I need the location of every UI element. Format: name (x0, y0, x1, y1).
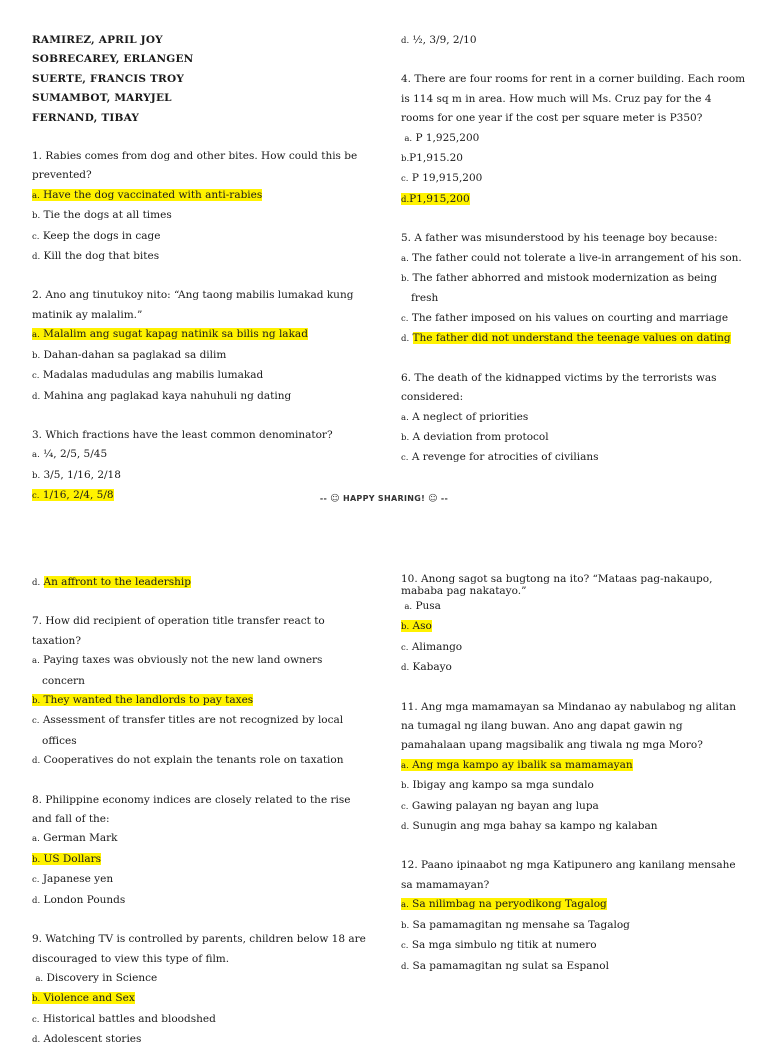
question-7 (32, 612, 367, 771)
option-d: d. Cooperatives do not explain the tenants role on taxation (32, 754, 344, 767)
option-b: b. Violence and Sex (32, 992, 135, 1005)
question-5 (401, 229, 746, 349)
option-a: a. Malalim ang sugat kapag natinik sa bilis ng lakad (32, 328, 308, 341)
option-c: c. Gawing palayan ng bayan ang lupa (401, 799, 599, 812)
option-d: d. Kill the dog that bites (32, 250, 160, 263)
document-page-1 (0, 0, 768, 504)
option-b: b. They wanted the landlords to pay taxes (32, 694, 254, 707)
author-name: SUMAMBOT, MARYJEL (32, 92, 172, 105)
question-6 (401, 369, 746, 469)
option-c: c. 1/16, 2/4, 5/8 (32, 489, 114, 502)
question-stem: 7. How did recipient of operation title transfer react to taxation? (32, 615, 325, 647)
option-d: d. Kabayo (401, 661, 452, 674)
question-8 (32, 791, 367, 911)
document-page-2 (0, 560, 768, 1046)
option-d: d. ½, 3/9, 2/10 (401, 34, 477, 46)
option-d: d. An affront to the leadership (32, 576, 191, 588)
question-stem: 4. There are four rooms for rent in a corner building. Each room is 114 sq m in area. How much will Ms. Cruz pay for the 4 rooms for one year if the cost per square meter is P350? (401, 73, 746, 125)
option-b: b. Aso (401, 620, 432, 633)
option-b: b. The father abhorred and mistook modernization as being fresh (401, 272, 718, 305)
option-a: a. The father could not tolerate a live-in arrangement of his son. (401, 251, 742, 264)
page1-left-column (32, 0, 367, 507)
question-stem: 3. Which fractions have the least common denominator? (32, 428, 333, 441)
question-3-continued (401, 31, 746, 51)
author-name: SOBRECAREY, ERLANGEN (32, 53, 194, 66)
option-a: a. Paying taxes was obviously not the new land owners concern (32, 654, 323, 687)
question-1 (32, 147, 367, 267)
option-d: d. Mahina ang paglakad kaya nahuhuli ng dating (32, 389, 292, 402)
author-name: SUERTE, FRANCIS TROY (32, 72, 185, 85)
option-b: b. Dahan-dahan sa paglakad sa dilim (32, 348, 227, 361)
page-footer: -- ☺ HAPPY SHARING! ☺ -- (319, 494, 449, 504)
option-b: b. Ibigay ang kampo sa mga sundalo (401, 779, 594, 792)
question-10 (401, 573, 746, 679)
author-name: FERNAND, TIBAY (32, 111, 140, 124)
option-b: b. US Dollars (32, 852, 102, 865)
option-b: b.P1,915.20 (401, 152, 463, 165)
question-stem: 11. Ang mga mamamayan sa Mindanao ay nabulabog ng alitan na tumagal ng ilang buwan. Ano ang dapat gawin ng pamahalaan upang magsibalik ang tiwala ng mga Moro? (401, 700, 736, 752)
page2-right-column (401, 560, 746, 977)
question-stem: 12. Paano ipinaabot ng mga Katipunero ang kanilang mensahe sa mamamayan? (401, 859, 736, 891)
question-stem: 5. A father was misunderstood by his teenage boy because: (401, 232, 718, 245)
option-b: b. Tie the dogs at all times (32, 209, 172, 222)
question-stem: 6. The death of the kidnapped victims by the terrorists was considered: (401, 371, 717, 404)
option-d: d. Sa pamamagitan ng sulat sa Espanol (401, 959, 609, 972)
question-9 (32, 930, 367, 1050)
option-d: d.P1,915,200 (401, 192, 470, 205)
question-stem: 1. Rabies comes from dog and other bites. How could this be prevented? (32, 150, 358, 182)
option-a: a. ¼, 2/5, 5/45 (32, 448, 108, 461)
question-4 (401, 70, 746, 210)
option-c: c. Japanese yen (32, 873, 114, 886)
option-c: c. Madalas madudulas ang mabilis lumakad (32, 369, 264, 382)
page2-left-column (32, 560, 367, 1051)
option-c: c. Sa mga simbulo ng titik at numero (401, 939, 597, 952)
question-stem: 8. Philippine economy indices are closely related to the rise and fall of the: (32, 793, 351, 826)
question-stem: 9. Watching TV is controlled by parents, children below 18 are discouraged to view this type of film. (32, 933, 366, 965)
option-d: d. The father did not understand the teenage values on dating (401, 332, 731, 345)
author-names (32, 31, 367, 128)
option-a: a. P 1,925,200 (404, 131, 480, 144)
option-c: c. Keep the dogs in cage (32, 229, 161, 242)
question-stem: 2. Ano ang tinutukoy nito: “Ang taong mabilis lumakad kung matinik ay malalim.” (32, 289, 354, 321)
option-d: d. London Pounds (32, 893, 126, 906)
option-c: c. A revenge for atrocities of civilians (401, 451, 599, 464)
question-stem: 10. Anong sagot sa bugtong na ito? “Mataas pag-nakaupo, mababa pag nakatayo.” (401, 573, 713, 597)
smiley-icon: ☺ (428, 494, 438, 504)
option-a: a. Have the dog vaccinated with anti-rabies (32, 188, 263, 201)
option-c: c. Alimango (401, 640, 463, 653)
question-6-continued (32, 573, 367, 593)
option-c: c. The father imposed on his values on courting and marriage (401, 311, 729, 324)
option-a: a. Pusa (404, 600, 441, 612)
option-a: a. A neglect of priorities (401, 410, 529, 423)
option-d: d. Sunugin ang mga bahay sa kampo ng kalaban (401, 820, 658, 833)
option-d: d. Adolescent stories (32, 1033, 142, 1046)
option-c: c. Historical battles and bloodshed (32, 1012, 216, 1025)
author-name: RAMIREZ, APRIL JOY (32, 34, 163, 46)
question-12 (401, 856, 746, 976)
option-a: a. Ang mga kampo ay ibalik sa mamamayan (401, 758, 633, 771)
option-c: c. Assessment of transfer titles are not recognized by local offices (32, 714, 344, 747)
option-b: b. 3/5, 1/16, 2/18 (32, 468, 121, 481)
question-2 (32, 286, 367, 406)
option-b: b. Sa pamamagitan ng mensahe sa Tagalog (401, 918, 630, 931)
option-a: a. German Mark (32, 832, 118, 845)
option-b: b. A deviation from protocol (401, 430, 549, 443)
option-a: a. Discovery in Science (35, 971, 158, 984)
smiley-icon: ☺ (330, 494, 340, 504)
option-c: c. P 19,915,200 (401, 172, 483, 185)
question-11 (401, 698, 746, 838)
page1-right-column (401, 0, 746, 469)
option-a: a. Sa nilimbag na peryodikong Tagalog (401, 898, 607, 911)
